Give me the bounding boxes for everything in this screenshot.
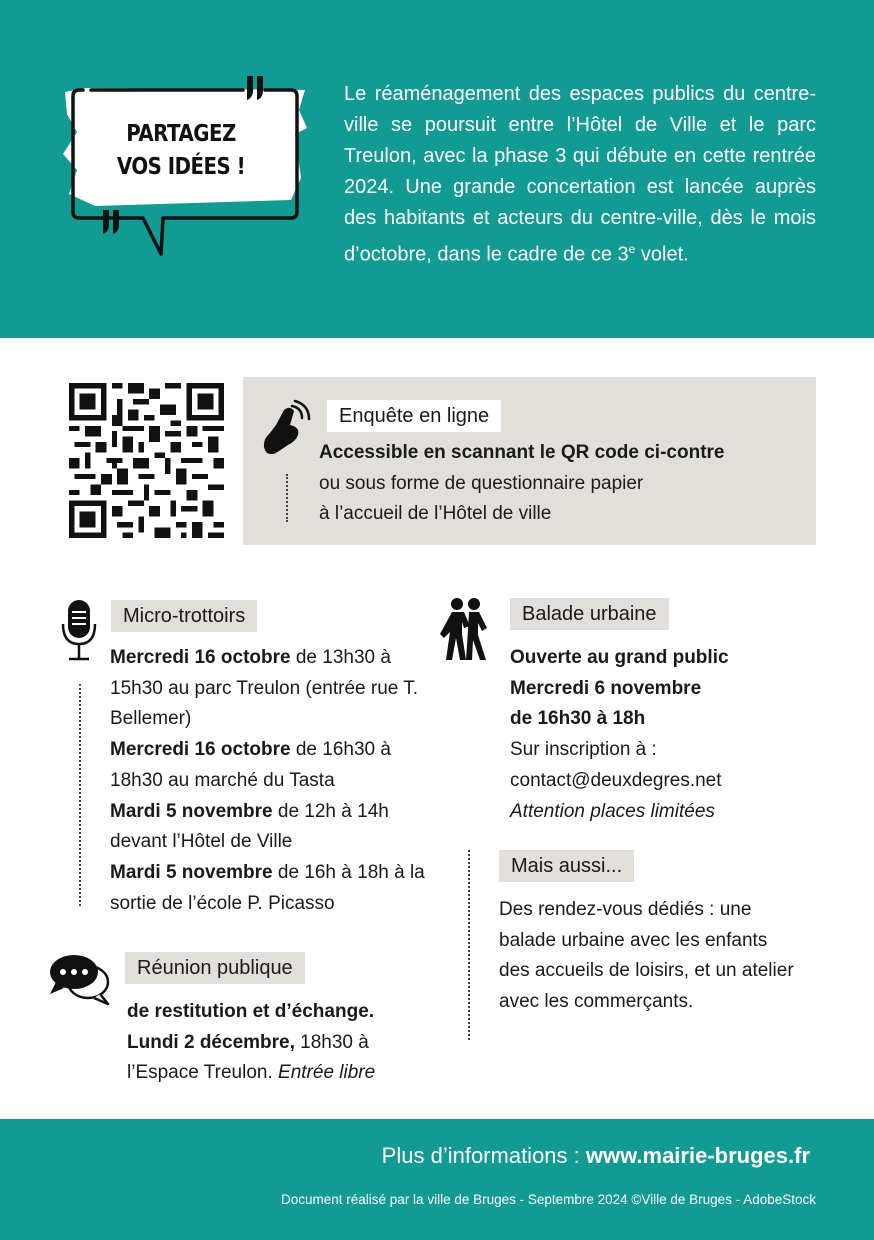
micro-event-text: de 16h30 à 18h30 au marché du Tasta bbox=[110, 739, 391, 791]
micro-event-text: de 12h à 14h devant l’Hôtel de Ville bbox=[110, 800, 389, 853]
dotted-divider bbox=[286, 474, 288, 522]
micro-event-date: Mercredi 16 octobre bbox=[110, 647, 291, 668]
qr-code-icon[interactable] bbox=[69, 383, 224, 538]
pointing-hand-icon bbox=[262, 398, 312, 454]
survey-text bbox=[319, 438, 809, 530]
micro-event-date: Mardi 5 novembre bbox=[110, 861, 273, 883]
reunion-date: Lundi 2 décembre, bbox=[127, 1031, 295, 1053]
website-link[interactable]: www.mairie-bruges.fr bbox=[585, 1143, 810, 1168]
balade-line-3: de 16h30 à 18h bbox=[510, 708, 646, 730]
reunion-entry: Entrée libre bbox=[278, 1062, 376, 1084]
speech-bubble-icon bbox=[55, 70, 315, 260]
balade-text bbox=[510, 643, 830, 827]
reunion-text bbox=[127, 997, 432, 1089]
balade-email[interactable]: contact@deuxdegres.net bbox=[510, 769, 722, 791]
credit-line: Document réalisé par la ville de Bruges - Septembre 2024 ©Ville de Bruges - AdobeStock bbox=[281, 1192, 816, 1207]
intro-text-end: volet. bbox=[635, 243, 689, 266]
micro-event-date: Mardi 5 novembre bbox=[110, 800, 273, 822]
reunion-title: Réunion publique bbox=[125, 952, 305, 984]
more-info-label: Plus d’informations : bbox=[381, 1143, 586, 1168]
balade-line-2: Mercredi 6 novembre bbox=[510, 677, 702, 699]
more-info bbox=[382, 1143, 810, 1169]
reunion-place: 18h30 à l’Espace Treulon. bbox=[127, 1031, 369, 1084]
aussi-text: Des rendez-vous dédiés : une balade urbaine avec les enfants des accueils de loisirs, et un atelier avec les commerçants. bbox=[499, 899, 794, 1013]
micro-event-text: de 16h à 18h à la sortie de l’école P. Picasso bbox=[110, 861, 425, 914]
survey-line-1: Accessible en scannant le QR code ci-contre bbox=[319, 442, 725, 463]
footer-band bbox=[0, 1119, 874, 1240]
walking-people-icon bbox=[440, 596, 496, 662]
intro-sup: e bbox=[628, 242, 636, 256]
dotted-divider bbox=[468, 850, 470, 1040]
balade-line-6: Attention places limitées bbox=[510, 800, 715, 822]
survey-line-2: ou sous forme de questionnaire papier bbox=[319, 472, 644, 494]
bubble-line-2: VOS IDÉES ! bbox=[116, 154, 246, 180]
bubble-line-1: PARTAGEZ bbox=[126, 121, 236, 147]
microphone-icon bbox=[60, 598, 98, 662]
dotted-divider bbox=[79, 684, 81, 906]
micro-event-date: Mercredi 16 octobre bbox=[110, 739, 291, 761]
survey-line-3: à l’accueil de l’Hôtel de ville bbox=[319, 503, 552, 525]
bubble-title bbox=[88, 118, 274, 184]
balade-line-1: Ouverte au grand public bbox=[510, 647, 729, 668]
reunion-line-1: de restitution et d’échange. bbox=[127, 1001, 375, 1022]
micro-title: Micro-trottoirs bbox=[111, 600, 257, 632]
survey-title: Enquête en ligne bbox=[327, 400, 501, 432]
micro-event-text: de 13h30 à 15h30 au parc Treulon (entrée rue T. Bellemer) bbox=[110, 647, 419, 730]
intro-paragraph bbox=[344, 79, 816, 271]
aussi-title: Mais aussi... bbox=[499, 850, 634, 882]
intro-text: Le réaménagement des espaces publics du centre-ville se poursuit entre l’Hôtel de Ville et le parc Treulon, avec la phase 3 qui débute en cette rentrée 2024. Une grande concertation est lancée auprès des habitants et acteurs du centre-ville, dès le mois d’octobre, dans le cadre de ce 3 bbox=[344, 83, 816, 266]
balade-line-4: Sur inscription à : bbox=[510, 739, 657, 761]
micro-events bbox=[110, 643, 432, 919]
balade-title: Balade urbaine bbox=[510, 598, 669, 630]
chat-bubbles-icon bbox=[46, 952, 112, 1008]
